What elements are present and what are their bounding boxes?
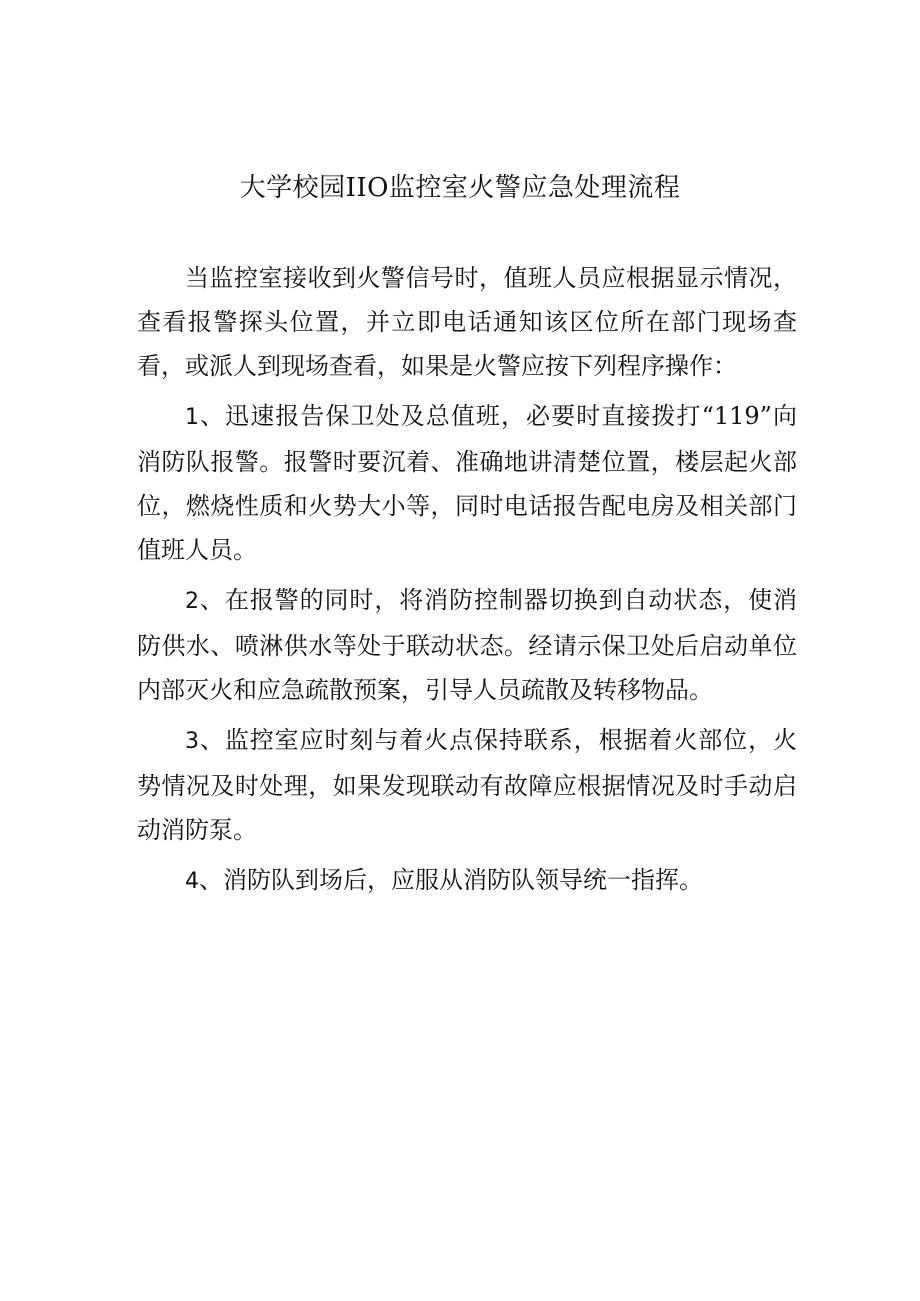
step-text: 、消防队到场后，应服从消防队领导统一指挥。 [199, 866, 703, 894]
step-text: 、在报警的同时，将消防控制器切换到自动状态，使消防供水、喷淋供水等处于联动状态。经请示保卫处后启动单位内部灭火和应急疏散预案，引导人员疏散及转移物品。 [137, 586, 797, 704]
step-paragraph-2 [137, 578, 797, 712]
step-paragraph-1 [137, 394, 797, 572]
document-body [137, 256, 797, 910]
step-paragraph-3 [137, 718, 797, 852]
step-paragraph-4 [137, 858, 797, 904]
step-text: 、监控室应时刻与着火点保持联系，根据着火部位，火势情况及时处理，如果发现联动有故障应根据情况及时手动启动消防泵。 [137, 726, 797, 844]
intro-paragraph: 当监控室接收到火警信号时，值班人员应根据显示情况，查看报警探头位置，并立即电话通知该区位所在部门现场查看，或派人到现场查看，如果是火警应按下列程序操作： [137, 264, 797, 380]
document-title: 大学校园IIO监控室火警应急处理流程 [239, 173, 681, 203]
step-number: 1 [185, 405, 199, 430]
step-text: 、迅速报告保卫处及总值班，必要时直接拨打“119”向消防队报警。报警时要沉着、准确地讲清楚位置，楼层起火部位，燃烧性质和火势大小等，同时电话报告配电房及相关部门值班人员。 [137, 402, 797, 564]
step-number: 4 [185, 869, 199, 894]
step-number: 3 [185, 729, 199, 754]
step-number: 2 [185, 589, 199, 614]
